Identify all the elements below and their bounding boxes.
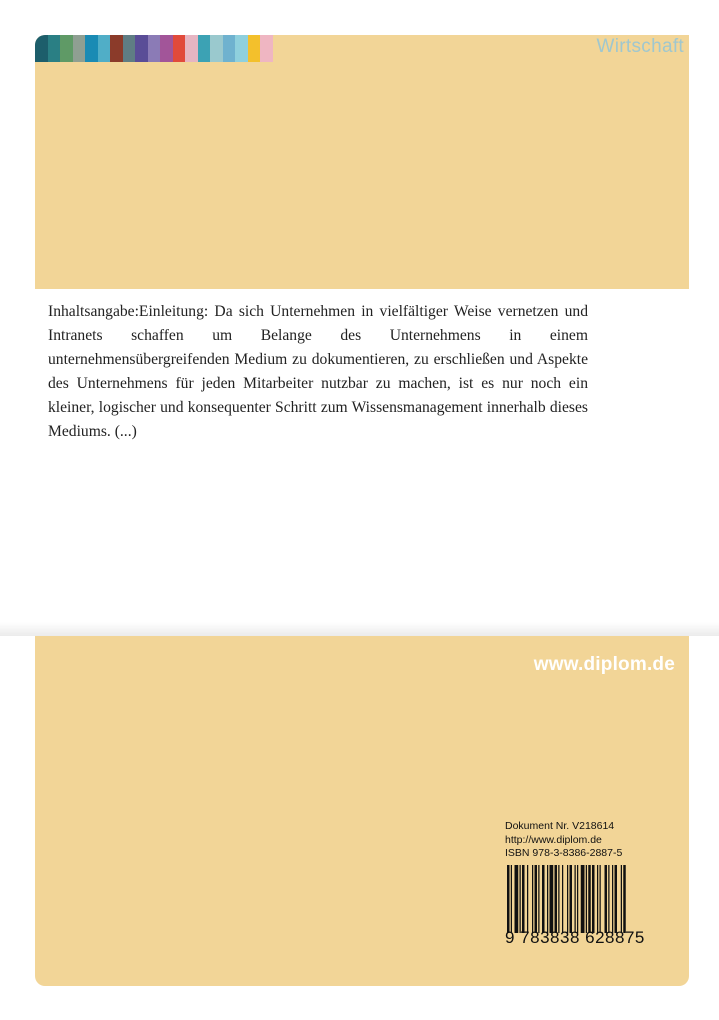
barcode-bar (586, 865, 587, 933)
website-label: www.diplom.de (533, 654, 675, 675)
barcode-image (505, 865, 671, 933)
color-stripe (148, 35, 161, 62)
barcode-bar (567, 865, 568, 933)
color-stripes (35, 35, 273, 62)
color-stripe (260, 35, 273, 62)
barcode-bar (532, 865, 533, 933)
barcode-bar (592, 865, 595, 933)
color-stripe (235, 35, 248, 62)
barcode-bar (507, 865, 510, 933)
barcode-bar (615, 865, 618, 933)
color-stripe (48, 35, 61, 62)
barcode-bar (542, 865, 545, 933)
barcode-bar (562, 865, 563, 933)
barcode-bar (600, 865, 601, 933)
color-stripe (85, 35, 98, 62)
barcode-block (505, 820, 675, 947)
color-stripe (210, 35, 223, 62)
color-stripe (73, 35, 86, 62)
barcode-bar (581, 865, 585, 933)
isbn-number: ISBN 978-3-8386-2887-5 (505, 847, 623, 859)
ean-number: 9 783838 628875 (505, 927, 645, 947)
barcode-bar (555, 865, 558, 933)
color-stripe (135, 35, 148, 62)
barcode-bar (597, 865, 598, 933)
color-stripe (110, 35, 123, 62)
color-stripe (60, 35, 73, 62)
category-label: Wirtschaft (596, 36, 684, 57)
color-stripe (185, 35, 198, 62)
color-stripe (35, 35, 48, 62)
barcode-bar (535, 865, 538, 933)
barcode-bar (605, 865, 608, 933)
abstract-text: Inhaltsangabe:Einleitung: Da sich Unternehmen in vielfältiger Weise vernetzen und Intranets schaffen um Belange des Unternehmens in einem unternehmensübergreifenden Medium zu dokumentieren, zu erschließen und Aspekte des Unternehmens für jeden Mitarbeiter nutzbar zu machen, ist es nur noch ein kleiner, logischer und konsequenter Schritt zum Wissensmanagement innerhalb dieses Mediums. (...) (48, 303, 588, 440)
color-stripe (173, 35, 186, 62)
cover-bottom-panel (35, 636, 689, 986)
barcode-bar (612, 865, 613, 933)
barcode-bar (511, 865, 512, 933)
color-stripe (223, 35, 236, 62)
barcode-bar (527, 865, 528, 933)
barcode-bar (547, 865, 548, 933)
barcode-bar (570, 865, 573, 933)
barcode-bar (558, 865, 559, 933)
barcode-bar (575, 865, 576, 933)
color-stripe (98, 35, 111, 62)
barcode-bar (538, 865, 539, 933)
barcode-bar (623, 865, 626, 933)
barcode-bar (515, 865, 519, 933)
barcode-bar (608, 865, 609, 933)
divider-shadow (0, 622, 719, 636)
document-number: Dokument Nr. V218614 (505, 820, 615, 832)
publisher-url: http://www.diplom.de (505, 833, 602, 846)
barcode-bar (577, 865, 578, 933)
color-stripe (123, 35, 136, 62)
color-stripe (160, 35, 173, 62)
barcode-bar (588, 865, 591, 933)
barcode-bar (520, 865, 521, 933)
barcode-bar (550, 865, 554, 933)
barcode-bar (522, 865, 525, 933)
color-stripe (198, 35, 211, 62)
cover-top-panel (35, 35, 689, 289)
barcode-bar (621, 865, 622, 933)
color-stripe (248, 35, 261, 62)
